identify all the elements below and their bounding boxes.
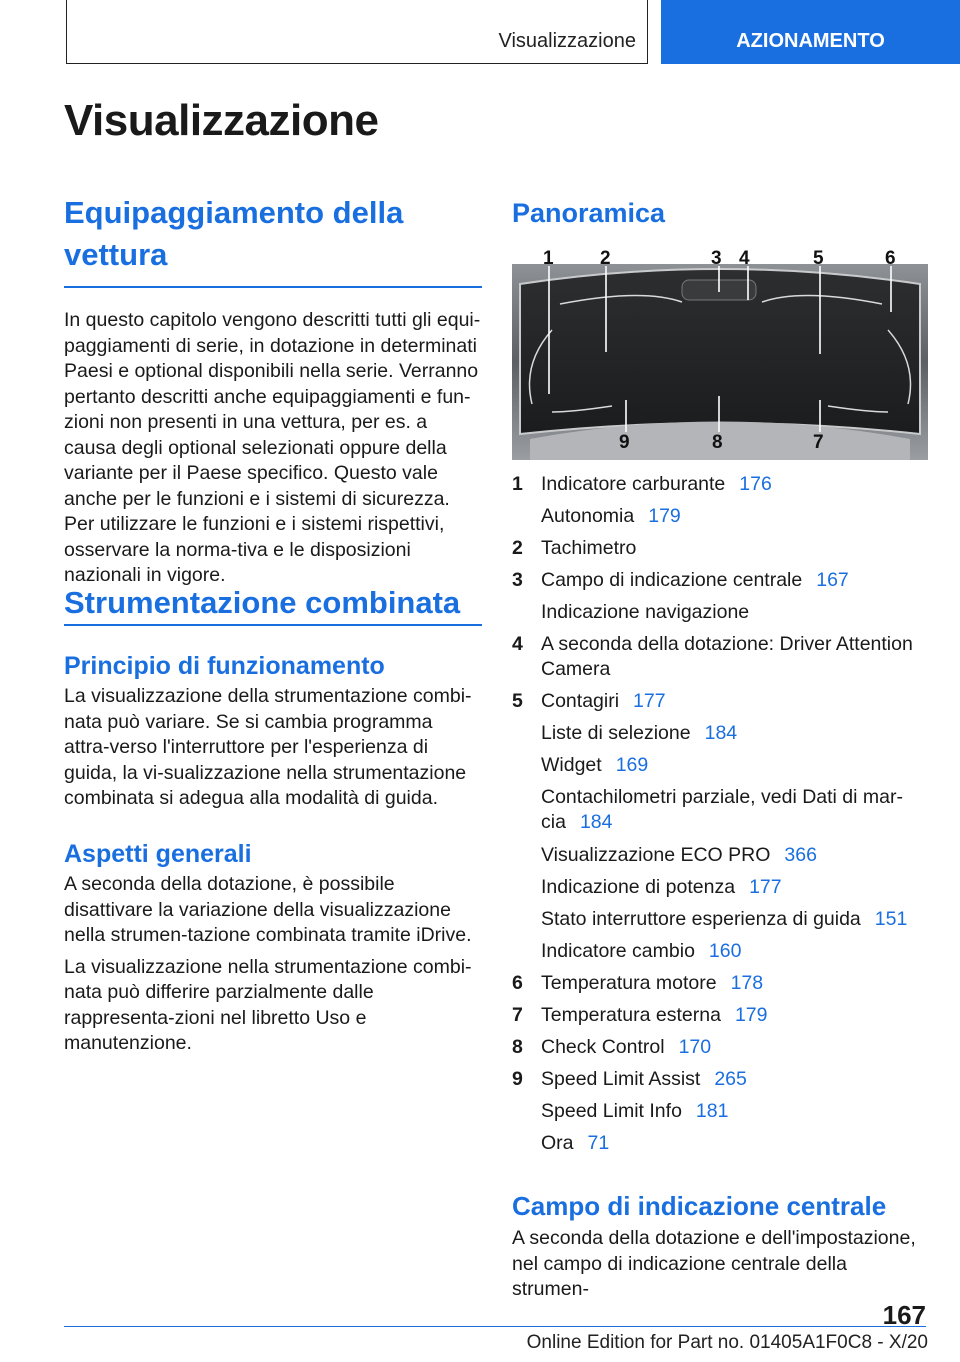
item-number: 7: [512, 1004, 523, 1026]
item-number: 5: [512, 690, 523, 712]
page-link[interactable]: 170: [678, 1036, 712, 1058]
footer-edition: Online Edition for Part no. 01405A1F0C8 - X/20: [526, 1332, 928, 1353]
item-label: Indicatore carburante: [541, 473, 726, 495]
item-text: [541, 875, 928, 900]
figure-label: 2: [600, 248, 611, 269]
heading-strumentazione: Strumentazione combinata: [64, 585, 461, 620]
item-label: Speed Limit Assist: [541, 1068, 701, 1090]
item-text: [541, 472, 928, 497]
figure-label: 6: [885, 248, 896, 269]
section-equipaggiamento: [64, 192, 482, 589]
page-link[interactable]: 179: [734, 1004, 768, 1026]
figure-label: 8: [712, 432, 723, 453]
item-label: Indicazione navigazione: [541, 601, 750, 623]
figure-label: 1: [543, 248, 554, 269]
page-link[interactable]: 167: [816, 569, 849, 591]
instrument-cluster-figure: [512, 244, 928, 460]
item-label: Contagiri: [541, 690, 620, 712]
item-label: Campo di indicazione centrale: [541, 569, 803, 591]
page-link[interactable]: 177: [749, 876, 782, 898]
item-number: 2: [512, 537, 523, 559]
item-label: Check Control: [541, 1036, 665, 1058]
item-text: [541, 721, 928, 746]
instrument-cluster-illustration: [512, 244, 928, 460]
page-link[interactable]: 169: [615, 754, 649, 776]
paragraph-aspetti-2: La visualizzazione nella strumentazione combi-nata può differire parzialmente dalle rappresenta-zioni nel libretto Uso e manutenzione.: [64, 955, 472, 1054]
header-chapter-tab[interactable]: AZIONAMENTO: [661, 0, 960, 64]
item-text: [541, 843, 928, 868]
footer-rule: [64, 1326, 926, 1327]
heading-rule: [64, 286, 482, 288]
item-label: Ora: [541, 1132, 574, 1154]
item-text: [541, 632, 928, 682]
section-aspetti: [64, 838, 482, 1057]
item-text: [541, 753, 928, 778]
item-label: Liste di selezione: [541, 722, 691, 744]
figure-label: 4: [739, 248, 750, 269]
heading-equipaggiamento: Equipaggiamento della vettura: [64, 195, 404, 272]
page-title: Visualizzazione: [64, 96, 379, 145]
section-strumentazione: [64, 582, 482, 626]
paragraph-equipaggiamento: In questo capitolo vengono descritti tutti gli equi-paggiamenti di serie, in dotazione in determinati Paesi e optional disponibili nella serie. Verranno pertanto descritti anche equipaggiamenti e fun-zioni non presenti in una vettura, per es. a causa degli optional selezionati oppure della variante per il Paese specifico. Questo vale anche per le funzioni e i sistemi di sicurezza. Per utilizzare le funzioni e i sistemi rispettivi, osservare la norma-tiva e le disposizioni nazionali in vigore.: [64, 309, 481, 586]
item-label: Indicazione di potenza: [541, 876, 736, 898]
item-text: [541, 785, 928, 835]
item-text: [541, 1035, 928, 1060]
item-label: Stato interruttore esperienza di guida: [541, 908, 861, 930]
page-link[interactable]: 151: [874, 908, 908, 930]
item-text: [541, 1003, 928, 1028]
item-label: Widget: [541, 754, 602, 776]
figure-label: 7: [813, 432, 824, 453]
item-number: 9: [512, 1068, 523, 1090]
heading-rule: [64, 624, 482, 626]
item-number: 3: [512, 569, 523, 591]
heading-panoramica: Panoramica: [512, 198, 666, 228]
item-text: [541, 939, 928, 964]
item-label: Autonomia: [541, 505, 635, 527]
item-text: [541, 536, 928, 561]
item-label: Indicatore cambio: [541, 940, 695, 962]
page-link[interactable]: 160: [708, 940, 742, 962]
item-label: A seconda della dotazione: Driver Attention Camera: [541, 633, 913, 680]
heading-campo: Campo di indicazione centrale: [512, 1191, 887, 1221]
item-text: [541, 568, 928, 593]
header-section-title: Visualizzazione: [498, 30, 636, 52]
page-link[interactable]: 179: [648, 505, 681, 527]
page-link[interactable]: 71: [587, 1132, 610, 1154]
item-text: [541, 1067, 928, 1092]
item-text: [541, 907, 928, 932]
heading-aspetti: Aspetti generali: [64, 840, 252, 868]
item-label: Temperatura motore: [541, 972, 717, 994]
item-number: 8: [512, 1036, 523, 1058]
page-link[interactable]: 184: [704, 722, 738, 744]
page-link[interactable]: 184: [579, 811, 613, 833]
item-number: 1: [512, 473, 523, 495]
figure-label: 9: [619, 432, 630, 453]
figure-label: 3: [711, 248, 722, 269]
page-link[interactable]: 178: [730, 972, 764, 994]
item-text: [541, 1131, 928, 1156]
paragraph-principio: La visualizzazione della strumentazione combi-nata può variare. Se si cambia programma attra-verso l'interruttore per l'esperienza di guida, la vi-sualizzazione nella strumentazione combinata si adegua alla modalità di guida.: [64, 685, 472, 809]
item-number: 4: [512, 633, 523, 655]
section-principio: [64, 650, 482, 812]
section-campo: [512, 1190, 928, 1303]
item-label: Temperatura esterna: [541, 1004, 721, 1026]
paragraph-campo: A seconda della dotazione e dell'impostazione, nel campo di indicazione centrale della strumen-: [512, 1227, 916, 1300]
item-text: [541, 1099, 928, 1124]
item-text: [541, 504, 928, 529]
paragraph-aspetti-1: A seconda della dotazione, è possibile disattivare la variazione della visualizzazione nella strumen-tazione combinata tramite iDrive.: [64, 873, 472, 946]
item-label: Tachimetro: [541, 537, 637, 559]
page-link[interactable]: 366: [784, 844, 817, 866]
page-link[interactable]: 177: [633, 690, 666, 712]
item-text: [541, 971, 928, 996]
page-link[interactable]: 265: [714, 1068, 747, 1090]
figure-label: 5: [813, 248, 824, 269]
page-link[interactable]: 176: [739, 473, 772, 495]
item-label: Contachilometri parziale, vedi Dati di mar-cia: [541, 786, 903, 833]
page-link[interactable]: 181: [695, 1100, 729, 1122]
page-number: 167: [882, 1300, 926, 1330]
heading-principio: Principio di funzionamento: [64, 652, 385, 680]
item-label: Visualizzazione ECO PRO: [541, 844, 771, 866]
item-label: Speed Limit Info: [541, 1100, 682, 1122]
item-text: [541, 689, 928, 714]
item-text: [541, 600, 928, 625]
item-number: 6: [512, 972, 523, 994]
